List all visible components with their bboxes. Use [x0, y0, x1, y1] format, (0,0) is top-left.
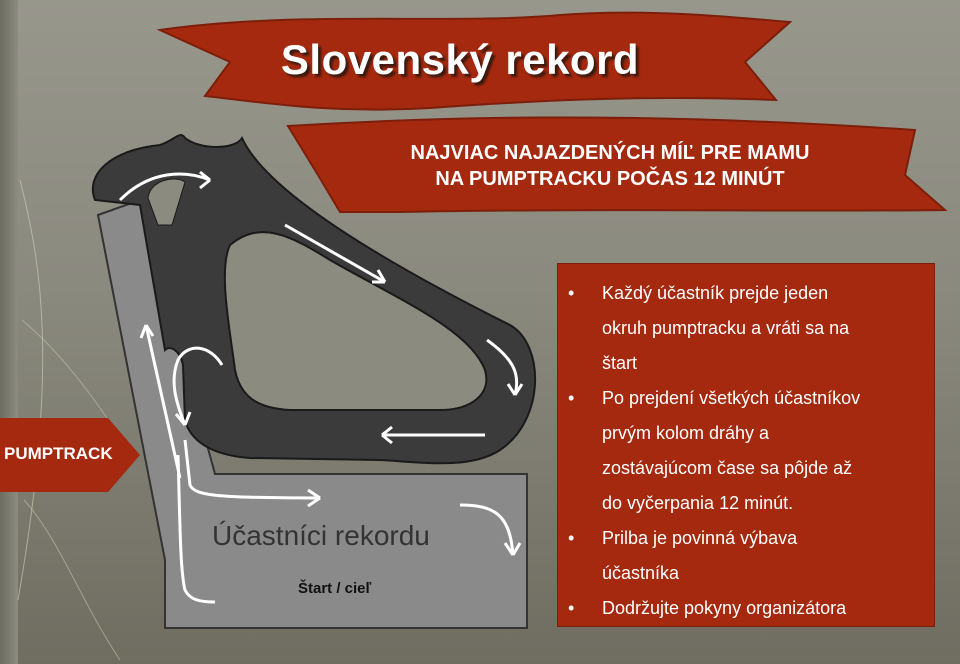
rule-line: do vyčerpania 12 minút.: [602, 493, 794, 513]
rules-box: [557, 263, 935, 627]
rule-line: účastníka: [602, 563, 680, 583]
pumptrack-label: PUMPTRACK: [4, 444, 113, 463]
rule-line: zostávajúcom čase sa pôjde až: [602, 458, 853, 478]
rule-line: • Po prejdení všetkých účastníkov: [568, 388, 861, 408]
participants-label: Účastníci rekordu: [212, 520, 430, 551]
rule-line: prvým kolom dráhy a: [602, 423, 770, 443]
rule-line: okruh pumptracku a vráti sa na: [602, 318, 850, 338]
start-finish-label: Štart / cieľ: [298, 580, 372, 597]
rule-line: • Dodržujte pokyny organizátora: [568, 598, 847, 618]
subtitle-line-1: NAJVIAC NAJAZDENÝCH MÍĽ PRE MAMU: [410, 142, 810, 164]
subtitle-line-2: NA PUMPTRACKU POČAS 12 MINÚT: [435, 168, 785, 190]
rule-line: štart: [602, 353, 638, 373]
rule-line: • Každý účastník prejde jeden: [568, 283, 829, 303]
rules-list: [558, 264, 934, 626]
rule-line: • Prilba je povinná výbava: [568, 528, 798, 548]
page-title: Slovenský rekord: [280, 36, 640, 83]
